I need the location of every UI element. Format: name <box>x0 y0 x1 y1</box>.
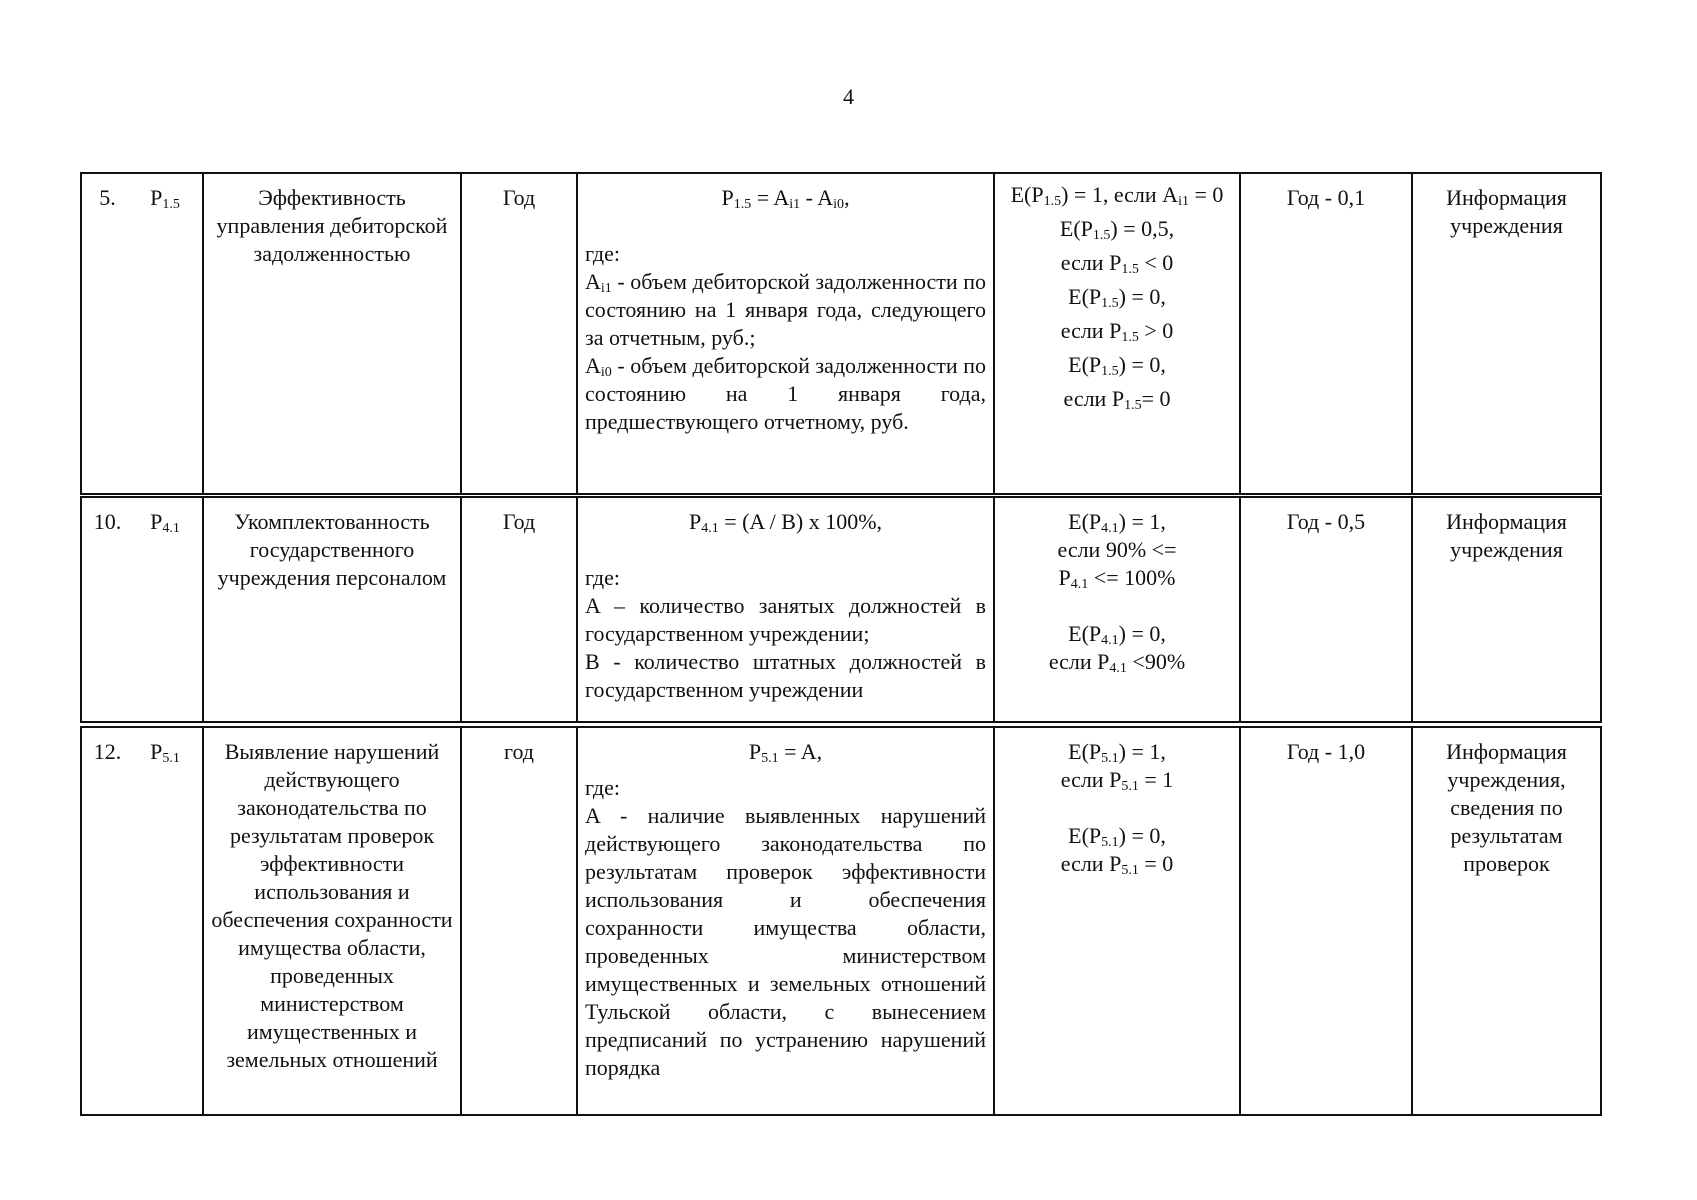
evaluation-line: если $P_{1.5} < 0$ <box>1060 250 1174 277</box>
evaluation-line: $P_{4.1} <= 100\%$ <box>1058 565 1176 592</box>
formula-line: $P_{1.5} = A_{i1} - A_{i0}$, <box>721 185 850 212</box>
formula-where: где: <box>585 775 620 800</box>
evaluation-line: если $P_{4.1} <90\%$ <box>1048 649 1186 676</box>
indicator-table-row-2 <box>80 496 1602 723</box>
evaluation-line: $E(P_{4.1}) = 0$, <box>1068 621 1166 648</box>
formula-line: $P_{5.1} = A$, <box>748 739 823 766</box>
formula-definition: $A_{i1}$ - объем дебиторской задолженности по состоянию на 1 января года, следующего за отчетным, руб.; <box>585 269 986 350</box>
indicator-period: Год <box>461 173 577 494</box>
indicator-weight: Год - 1,0 <box>1240 727 1412 1115</box>
evaluation-line: если $P_{1.5}= 0$ <box>1063 386 1171 413</box>
indicator-table-row-1 <box>80 172 1602 495</box>
evaluation-line: $E(P_{1.5}) = 0,5$, <box>1059 216 1175 243</box>
row-number: 10. <box>81 497 133 722</box>
indicator-formula <box>577 497 994 722</box>
indicator-table-row-3 <box>80 726 1602 1116</box>
indicator-name: Эффективность управления дебиторской задолженностью <box>203 173 461 494</box>
formula-where: где: <box>585 565 620 590</box>
evaluation-line <box>1002 592 1232 620</box>
indicator-name: Укомплектованность государственного учреждения персоналом <box>203 497 461 722</box>
indicator-code: $P_{1.5}$ <box>133 173 203 494</box>
indicator-evaluation <box>994 173 1240 494</box>
formula-definition: $A_{i0}$ - объем дебиторской задолженности по состоянию на 1 января года, предшествующего отчетному, руб. <box>585 353 986 434</box>
indicator-period: Год <box>461 497 577 722</box>
formula-definition: B - количество штатных должностей в государственном учреждении <box>585 649 986 702</box>
indicator-source: Информация учреждения <box>1412 173 1601 494</box>
evaluation-line: $E(P_{1.5}) = 0$, <box>1068 352 1166 379</box>
indicator-formula <box>577 173 994 494</box>
indicator-source: Информация учреждения <box>1412 497 1601 722</box>
indicator-period: год <box>461 727 577 1115</box>
indicator-code: $P_{4.1}$ <box>133 497 203 722</box>
formula-definition: A – количество занятых должностей в государственном учреждении; <box>585 593 986 646</box>
evaluation-line <box>1002 794 1232 822</box>
indicator-name: Выявление нарушений действующего законодательства по результатам проверок эффективности использования и обеспечения сохранности имущества области, проведенных министерством имущественных и земельных отношений <box>203 727 461 1115</box>
evaluation-line: если $P_{5.1} = 1$ <box>1060 767 1174 794</box>
indicator-weight: Год - 0,1 <box>1240 173 1412 494</box>
row-number: 12. <box>81 727 133 1115</box>
evaluation-line: $E(P_{5.1}) = 0$, <box>1068 823 1166 850</box>
formula-where: где: <box>585 241 620 266</box>
indicator-code: $P_{5.1}$ <box>133 727 203 1115</box>
indicator-source: Информация учреждения, сведения по результатам проверок <box>1412 727 1601 1115</box>
indicator-weight: Год - 0,5 <box>1240 497 1412 722</box>
formula-definition: A - наличие выявленных нарушений действующего законодательства по результатам проверок эффективности использования и обеспечения сохранности имущества области, проведенных министерством имущественных и земельных отношений Тульской области, с вынесением предписаний по устранению нарушений порядка <box>585 803 986 1080</box>
evaluation-line: $E(P_{4.1}) = 1$, <box>1068 509 1166 536</box>
evaluation-line: $E(P_{1.5}) = 0$, <box>1068 284 1166 311</box>
indicator-formula <box>577 727 994 1115</box>
page-number: 4 <box>843 84 854 109</box>
evaluation-line: $E(P_{1.5}) = 1$, если $A_{i1} = 0$ <box>1010 182 1224 209</box>
formula-line: $P_{4.1} = (A / B)$ x 100%, <box>688 509 883 536</box>
indicator-evaluation <box>994 727 1240 1115</box>
row-number: 5. <box>81 173 133 494</box>
indicator-evaluation <box>994 497 1240 722</box>
evaluation-line: $E(P_{5.1}) = 1$, <box>1068 739 1166 766</box>
evaluation-line: если $P_{5.1} = 0$ <box>1060 851 1174 878</box>
evaluation-line: если 90% <= <box>1057 537 1177 562</box>
evaluation-line: если $P_{1.5} > 0$ <box>1060 318 1174 345</box>
